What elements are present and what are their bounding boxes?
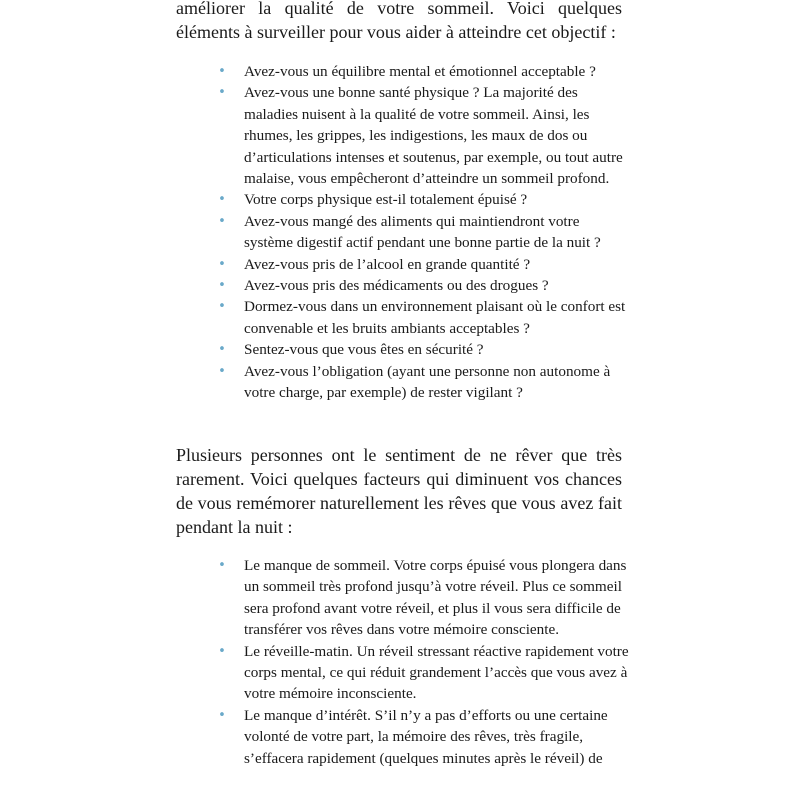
list-item xyxy=(218,254,629,275)
list-item xyxy=(218,641,629,705)
bullet-icon: • xyxy=(218,192,226,208)
list-item-text: Sentez-vous que vous êtes en sécurité ? xyxy=(244,341,484,359)
list-item xyxy=(218,275,629,296)
list-item xyxy=(218,339,629,360)
bullet-icon: • xyxy=(218,213,226,229)
bullet-icon: • xyxy=(218,643,226,659)
list-item-text: Le manque d’intérêt. S’il n’y a pas d’efforts ou une certaine volonté de votre part, la mémoire des rêves, très fragile, s’effacera rapidement (quelques minutes après le réveil) de xyxy=(244,706,608,767)
bullet-icon: • xyxy=(218,558,226,573)
list-item-text: Le réveille-matin. Un réveil stressant réactive rapidement votre corps mental, ce qui réduit grandement l’accès que vous avez à votre mémoire inconsciente. xyxy=(244,642,629,703)
list-item-text: Avez-vous pris de l’alcool en grande quantité ? xyxy=(244,255,531,273)
list-item-text: Dormez-vous dans un environnement plaisant où le confort est convenable et les bruits ambiants acceptables ? xyxy=(244,298,626,337)
list-item xyxy=(218,189,629,210)
list-item-text: Avez-vous une bonne santé physique ? La majorité des maladies nuisent à la qualité de votre sommeil. Ainsi, les rhumes, les grippes, les indigestions, les maux de dos ou d’articulations intenses et soutenus, par exemple, ou tout autre malaise, vous empêcheront d’atteindre un sommeil profond. xyxy=(244,84,623,188)
list-item-text: Votre corps physique est-il totalement épuisé ? xyxy=(244,191,528,209)
dream-recall-factors-list xyxy=(218,555,629,769)
list-item xyxy=(218,296,629,339)
intro-paragraph: améliorer la qualité de votre sommeil. Voici quelques éléments à surveiller pour vous aider à atteindre cet objectif : xyxy=(176,0,622,42)
bullet-icon: • xyxy=(218,64,226,79)
list-item xyxy=(218,555,629,641)
list-item-text: Avez-vous l’obligation (ayant une personne non autonome à votre charge, par exemple) de rester vigilant ? xyxy=(244,362,611,402)
list-item xyxy=(218,211,629,254)
bullet-icon: • xyxy=(218,363,226,379)
sleep-quality-checklist xyxy=(218,61,629,404)
bullet-icon: • xyxy=(218,256,226,272)
list-item-text: Avez-vous pris des médicaments ou des drogues ? xyxy=(244,277,549,295)
bullet-icon: • xyxy=(218,278,226,294)
list-item-text: Avez-vous un équilibre mental et émotionnel acceptable ? xyxy=(244,63,596,80)
bullet-icon: • xyxy=(218,85,226,101)
list-item-text: Le manque de sommeil. Votre corps épuisé vous plongera dans un sommeil très profond jusqu’à votre réveil. Plus ce sommeil sera profond avant votre réveil, et plus il vous sera difficile de transférer vos rêves dans votre mémoire consciente. xyxy=(244,557,627,639)
list-item xyxy=(218,61,629,82)
list-item xyxy=(218,82,629,189)
list-item xyxy=(218,361,629,404)
dream-recall-paragraph: Plusieurs personnes ont le sentiment de ne rêver que très rarement. Voici quelques facteurs qui diminuent vos chances de vous remémorer naturellement les rêves que vous avez fait pendant la nuit : xyxy=(176,445,622,537)
list-item-text: Avez-vous mangé des aliments qui maintiendront votre système digestif actif pendant une bonne partie de la nuit ? xyxy=(244,212,601,252)
bullet-icon: • xyxy=(218,342,226,358)
list-item xyxy=(218,705,629,769)
bullet-icon: • xyxy=(218,299,226,315)
bullet-icon: • xyxy=(218,707,226,723)
